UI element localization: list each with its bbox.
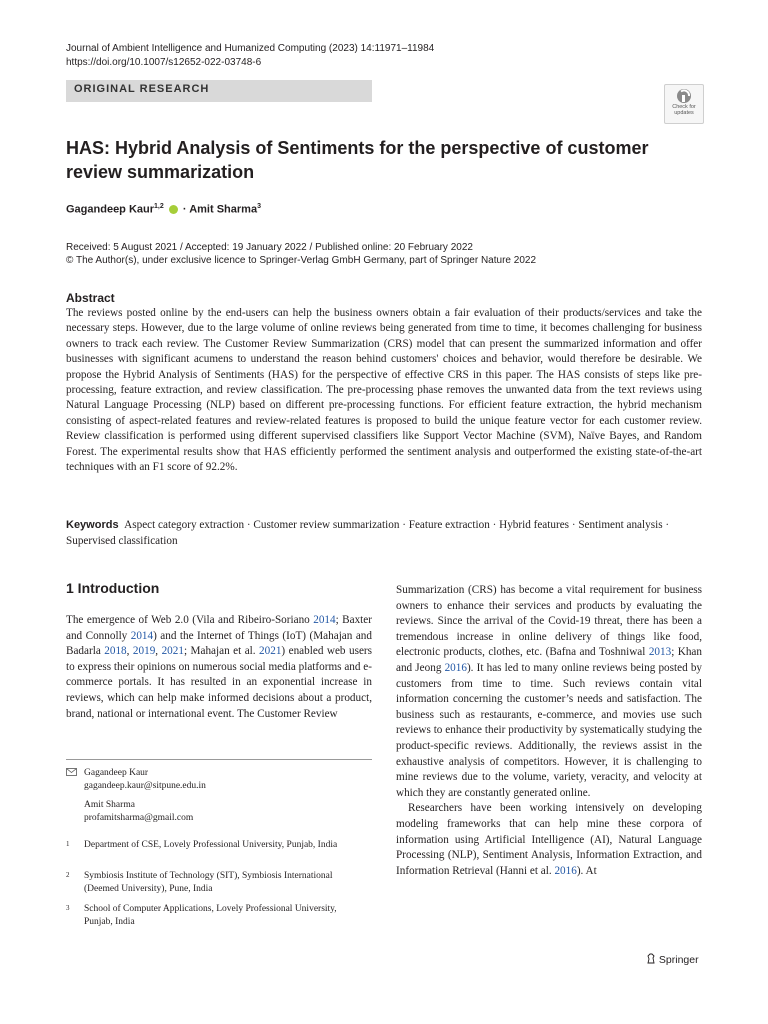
section-banner (66, 80, 372, 102)
citation-link[interactable]: 2021 (259, 645, 282, 658)
text-run: ; Mahajan et al. (183, 645, 260, 658)
author-affil-sup: 3 (257, 203, 261, 210)
intro-right-column (396, 583, 702, 879)
citation-link[interactable]: 2019 (132, 645, 156, 658)
citation-link[interactable]: 2014 (313, 614, 336, 626)
citation-link[interactable]: 2016 (554, 864, 577, 877)
copyright-line: © The Author(s), under exclusive licence to Springer-Verlag GmbH Germany, part of Springer Nature 2022 (66, 255, 536, 266)
publisher-name: Springer (658, 954, 699, 966)
envelope-icon (66, 768, 77, 776)
text-run: ; Khan and Jeong (396, 646, 702, 674)
citation-link[interactable]: 2018 (104, 645, 127, 658)
text-run: Summarization (CRS) has become a vital requirement for business owners to enhance their services and products by evaluating the reviews. Since the arrival of the Covid-19 threat, there has been a tremendous increase in online delivery of things like food, electronic products, clothes, etc. (Bafna and Toshniwal (396, 584, 702, 659)
text-run: The emergence of Web 2.0 (Vila and Ribeiro-Soriano (66, 614, 314, 626)
author-name[interactable]: Gagandeep Kaur (66, 203, 155, 216)
springer-horse-icon (646, 953, 656, 964)
affiliation-number: 2 (66, 871, 70, 879)
text-run: ). At (576, 864, 597, 877)
author-affil-sup: 1,2 (154, 203, 164, 210)
footnote-divider (66, 759, 372, 760)
citation-link[interactable]: 2013 (648, 646, 672, 659)
section-banner-label: ORIGINAL RESEARCH (74, 83, 210, 95)
affiliation-text: Symbiosis Institute of Technology (SIT), Symbiosis International (Deemed University), Pune, India (84, 871, 333, 894)
contact-email[interactable]: gagandeep.kaur@sitpune.edu.in (84, 780, 206, 791)
author-name[interactable]: Amit Sharma (189, 203, 258, 216)
author-line (66, 203, 261, 216)
check-for-updates-badge[interactable] (664, 84, 704, 124)
keywords-list: Aspect category extraction · Customer review summarization · Feature extraction · Hybrid features · Sentiment analysis · Supervised classification (66, 519, 670, 547)
affiliation-text: Department of CSE, Lovely Professional University, Punjab, India (84, 840, 338, 850)
affiliation-number: 1 (66, 840, 70, 848)
section-heading: 1 Introduction (66, 580, 160, 596)
text-run: ) and the Internet of Things (IoT) (Mahajan and Badarla (66, 629, 372, 658)
publication-dates (66, 241, 536, 267)
doi-link[interactable]: https://doi.org/10.1007/s12652-022-03748-6 (66, 57, 262, 68)
check-updates-line2: updates (674, 110, 694, 116)
keywords (66, 517, 702, 549)
journal-header (66, 42, 434, 70)
text-run: , (155, 645, 162, 658)
contact-name: Amit Sharma (84, 800, 135, 810)
paper-title: HAS: Hybrid Analysis of Sentiments for the perspective of customer review summarization (66, 138, 649, 182)
history-dates: Received: 5 August 2021 / Accepted: 19 January 2022 / Published online: 20 February 2022 (66, 242, 473, 253)
contact-email[interactable]: profamitsharma@gmail.com (84, 812, 194, 823)
paragraph (66, 613, 372, 722)
publisher-footer (646, 953, 699, 966)
citation-link[interactable]: 2016 (444, 661, 467, 674)
journal-citation: Journal of Ambient Intelligence and Humanized Computing (2023) 14:11971–11984 (66, 43, 435, 54)
check-updates-icon (676, 88, 692, 104)
corresponding-contacts (66, 767, 372, 824)
author-separator: · (179, 203, 190, 216)
abstract-heading: Abstract (66, 291, 115, 305)
keywords-label: Keywords (66, 519, 119, 531)
check-updates-line1: Check for (672, 104, 696, 110)
citation-link[interactable]: 2021 (161, 645, 184, 658)
citation-link[interactable]: 2014 (130, 629, 154, 642)
text-run: ) enabled web users to express their opinions on numerous social media platforms and e-commerce portals. It has resulted in an exponential increase in reviews, which can help make informed decisions about a product, brand, national or international event. The Customer Review (66, 645, 372, 720)
paragraph (396, 801, 702, 879)
affiliation-number: 3 (66, 904, 70, 912)
contact-name: Gagandeep Kaur (84, 768, 149, 778)
intro-left-column (66, 613, 372, 722)
text-run: ; Baxter and Connolly (66, 614, 372, 642)
abstract-text: The reviews posted online by the end-users can help the business owners obtain a fair evaluation of their products/services and take the necessary steps. However, due to the large volume of online reviews being generated from time to time, it becomes challenging for business owners to track each review. The Customer Review Summarization (CRS) model that can present the summarized information and offer businesses with significant acumens to understand the reason behind customers' choices and behavior, would therefore be desirable. We propose the Hybrid Analysis of Sentiments (HAS) for the perspective of effective CRS in this paper. The HAS consists of steps like pre-processing, feature extraction, and review classification. The pre-processing phase removes the unwanted data from the text reviews using Natural Language Processing (NLP) based on different pre-processing functions. For efficient feature extraction, the hybrid mechanism consisting of aspect-related features and review-related features is proposed to build the unique feature vector for each customer review. Review classification is performed using different supervised classifiers like Support Vector Machine (SVM), Naïve Bayes, and Random Forest. The experimental results show that HAS efficiently performed the sentiment analysis and outperformed the existing state-of-the-art techniques with an F1 score of 92.2%. (66, 307, 702, 474)
text-run: Researchers have been working intensively on developing modeling frameworks that can help mine these corpora of information using Artificial Intelligence (AI), Natural Language Processing (NLP), Sentiment Analysis, Information Extraction, and Information Retrieval (Hanni et al. (396, 802, 702, 877)
text-run: ). It has led to many online reviews being posted by customers from time to time. Such reviews contain vital information concerning the customer’s needs and satisfaction. The business such as restaurants, e-commerce, and movies use such reviews to enhance their productivity by systematically studying the product-specific reviews. Additionally, the reviews assist in the exhaustive analysis of competitors. However, it is challenging to mine reviews due to the volume, variety, veracity, and velocity at which they are constantly generated online. (396, 661, 703, 799)
paragraph (396, 583, 702, 801)
affiliation-text: School of Computer Applications, Lovely Professional University, Punjab, India (84, 904, 337, 927)
text-run: , (126, 645, 133, 658)
orcid-icon[interactable] (169, 205, 178, 214)
